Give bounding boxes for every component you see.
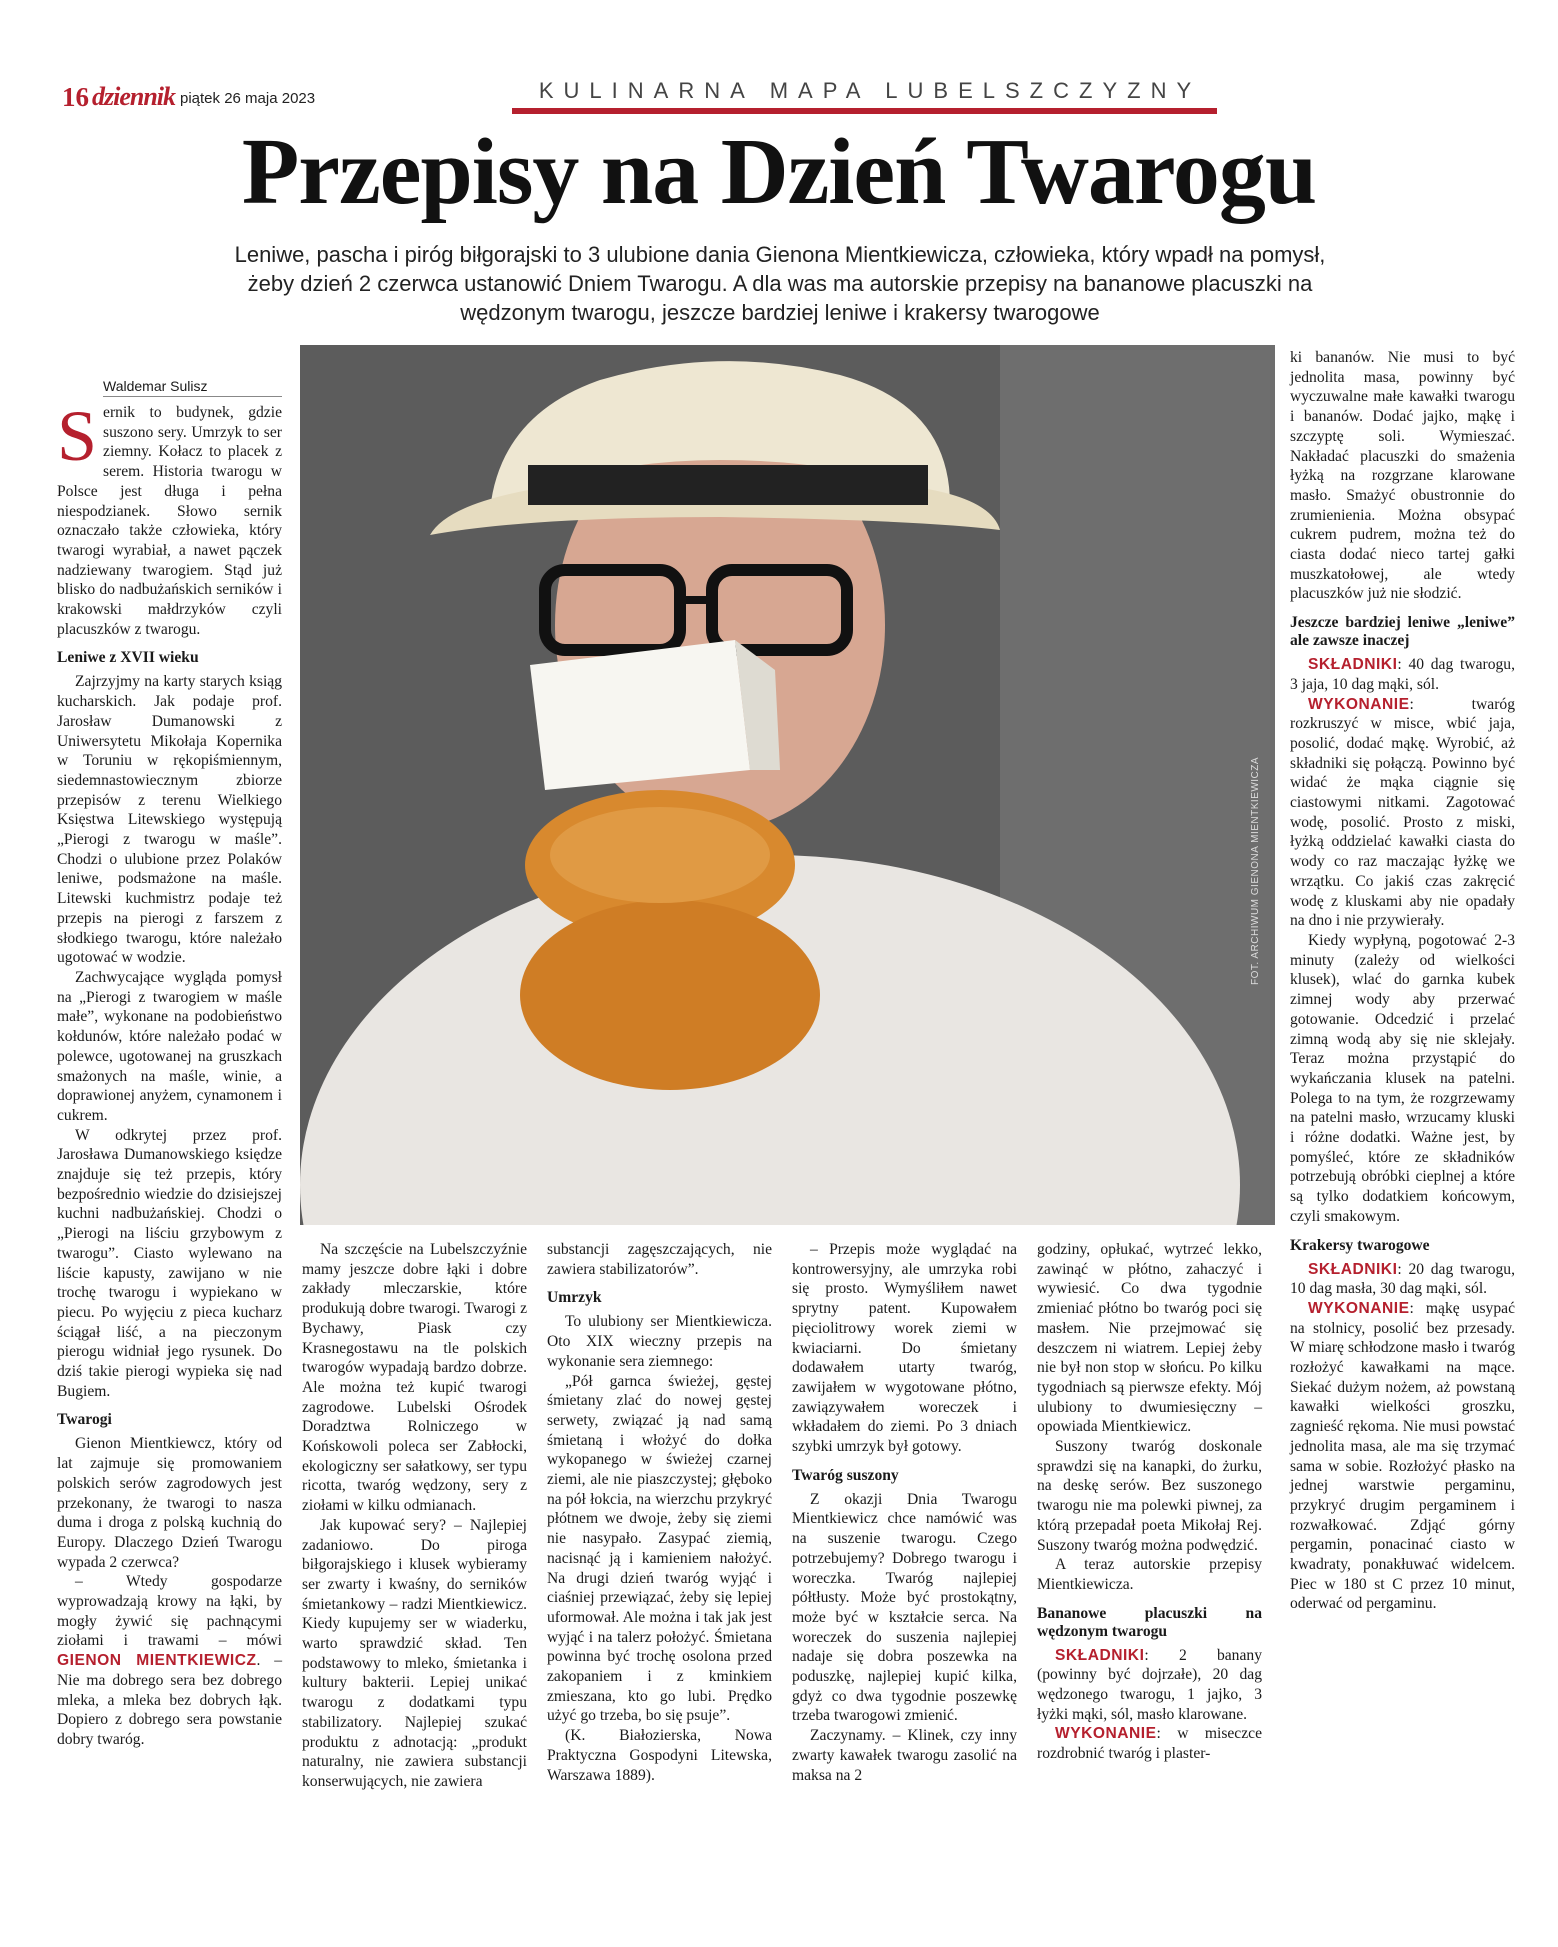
article-column-4 [792,1240,1017,1785]
drop-cap: S [57,396,98,476]
paragraph: Zaczynamy. – Klinek, czy inny zwarty kawałek twarogu zasolić na maksa na 2 [792,1727,1017,1784]
ingredients-label: SKŁADNIKI [1308,656,1398,674]
newspaper-logo: dziennik [92,82,176,111]
paragraph: (K. Białozierska, Nowa Praktyczna Gospodyni Litewska, Warszawa 1889). [547,1727,772,1784]
recipe-heading: Krakersy twarogowe [1290,1236,1430,1254]
subheading: Umrzyk [547,1289,602,1307]
quoted-person: GIENON MIENTKIEWICZ [57,1652,257,1670]
recipe-heading: Jeszcze bardziej leniwe „leniwe” ale zawsze inaczej [1290,614,1515,650]
ingredients-text: : 40 dag twarogu, 3 jaja, 10 dag mąki, sól. [1290,656,1515,693]
method-label: WYKONANIE [1308,1299,1410,1317]
article-column-2 [302,1240,527,1792]
recipe-heading: Bananowe placuszki na wędzonym twarogu [1037,1604,1262,1640]
paragraph: Z okazji Dnia Twarogu Mientkiewicz chce namówić was na suszenie twarogu. Czego potrzebujemy? Dobrego twarogu i woreczka. Twaróg najlepiej półtłusty. Może być prostokątny, może być w kształcie serca. Na woreczek do suszenia najlepiej nadaje się dobra poszewka na poduszkę, najlepiej kupić kilka, gdyż co dwa tygodnie poszewkę trzeba twarogowi zmienić. [792,1490,1017,1725]
paragraph: substancji zagęszczających, nie zawiera stabilizatorów”. [547,1241,772,1278]
paragraph: Zachwycające wygląda pomysł na „Pierogi z twarogiem w maśle małe”, wykonane na podobieństwo kołdunów, które należało podać w polewce, ugotowanej na gruszkach smażonych na maśle, winie, a doprawionej anyżem, cynamonem i cukrem. [57,968,282,1124]
paragraph: Na szczęście na Lubelszczyźnie mamy jeszcze dobre łąki i dobre zakłady mleczarskie, które produkują dobre twarogi. Twarogi z Bychawy, Piask czy Krasnegostawu na tle polskich twarogów wypadają bardzo dobrze. Ale można też kupić twarogi zagrodowe. Lubelski Ośrodek Doradztwa Rolniczego w Końskowoli poleca ser Zabłocki, ekologiczny ser sałatkowy, ser typu ricotta, twaróg wędzony, sery z ziołami w kilku odmianach. [302,1241,527,1515]
paragraph: W odkrytej przez prof. Jarosława Dumanowskiego księdze znajduje się też przepis, który bezpośrednio wiedzie do dzisiejszej kuchni nadbużańskiej. Chodzi o „Pierogi na liściu grzybowym z twarogu”. Ciasto wylewano na liście kapusty, zawijano w nie trochę twarogu i wypiekano w piecu. Po wyjęciu z pieca kucharz ściągał liść, a na pieczonym pierogu widniał jego rysunek. Do dziś takie pierogi wypieka się nad Bugiem. [57,1126,282,1400]
method-text: : w miseczce rozdrobnić twaróg i plaster- [1037,1725,1262,1763]
paragraph: godziny, opłukać, wytrzeć lekko, zawinąć w płótno, zahaczyć i wywiesić. Co dwa tygodnie zmieniać płótno bo twaróg poci się masłem. Nie przejmować się deszczem ni wiatrem. Lepiej żeby nie był non stop w słońcu. Po kilku tygodniach są pierwsze efekty. Mój ulubiony to dwumiesięczny – opowiada Mientkiewicz. [1037,1241,1262,1436]
paragraph: „Pół garnca świeżej, gęstej śmietany zlać do nowej gęstej serwety, związać ją nad samą śmietaną i włożyć do dołka wykopanego w świeżej czarnej ziemi, ale nie piaszczystej; głęboko na pół łokcia, na wierzchu przykryć płótnem we dwoje, żeby się ziemi nie nasypało. Zasypać ziemią, nacisnąć ją i kamieniem nałożyć. Na drugi dzień twaróg wyjąć i ciaśniej przewiązać, żeby się lepiej uformował. Ale można i tak jak jest wyjąć i na talerz położyć. Śmietana powinna być trochę osolona przed zakopaniem i z kminkiem zmieszana, kto go lubi. Prędko użyć go trzeba, bo się psuje”. [547,1372,772,1725]
section-rule [512,108,1217,114]
paragraph: Zajrzyjmy na karty starych ksiąg kucharskich. Jak podaje prof. Jarosław Dumanowski z Uniwersytetu Mikołaja Kopernika w Toruniu w rękopiśmiennym, siedemnastowiecznym zbiorze przepisów z terenu Wielkiego Księstwa Litewskiego występują „Pierogi z twarogu w maśle”. Chodzi o ulubione przez Polaków leniwe, podsmażone na maśle. Litewski kuchmistrz podaje też przepis na pierogi z farszem z słodkiego twarogu, które należało ugotować w wodzie. [57,673,282,967]
quote-text: . – Nie ma dobrego sera bez dobrego mleka, a mleka bez dobrych łąk. Dopiero z dobrego sera powstanie dobry twaróg. [57,1652,282,1748]
article-column-1 [57,378,282,1750]
method-label: WYKONANIE [1308,695,1410,713]
quote-text: – Wtedy gospodarze wyprowadzają krowy na łąki, by mogły żywić się pachnącymi ziołami i trawami – mówi [57,1573,282,1650]
ingredients-label: SKŁADNIKI [1308,1260,1398,1278]
article-photo [300,345,1275,1225]
article-column-6 [1290,348,1515,1614]
issue-date: piątek 26 maja 2023 [180,90,316,107]
subheading: Leniwe z XVII wieku [57,649,199,667]
author-byline: Waldemar Sulisz [103,378,282,397]
paragraph: Jak kupować sery? – Najlepiej zadaniowo. Do piroga biłgorajskiego i klusek wybieramy ser zwarty i kwaśny, do serników śmietankowy – radzi Mientkiewicz. Kiedy kupujemy ser w wiaderku, warto sprawdzić skład. Ten podstawowy to mleko, śmietanka i kultury bakterii. Lepiej unikać twarogu z dodatkami typu stabilizatory. Najlepiej szukać produktu z adnotacją: „produkt naturalny, nie zawiera substancji konserwujących, nie zawiera [302,1516,527,1790]
method-text: : mąkę usypać na stolnicy, posolić bez przesady. W miarę schłodzone masło i twaróg rozłożyć kawałkami na mące. Siekać dużym nożem, aż powstaną kawałki wielkości groszku, zagnieść rękoma. Nie musi powstać jednolita masa, ale ma się trzymać sama w sobie. Rozłożyć płasko na jednej warstwie pergaminu, przykryć drugim pergaminem i rozwałkować. Zdjąć górny pergamin, ponacinać ciasto w kwadraty, ponakłuwać widelcem. Piec w 180 st C przez 10 minut, oderwać od pergaminu. [1290,1299,1515,1613]
ingredients-label: SKŁADNIKI [1055,1646,1145,1664]
photo-credit: FOT. ARCHIWUM GIENONA MIENTKIEWICZA [1250,756,1261,985]
ingredients-text: : 20 dag twarogu, 10 dag masła, 30 dag mąki, sól. [1290,1260,1515,1298]
paragraph: Kiedy wypłyną, pogotować 2-3 minuty (zależy od wielkości klusek), wlać do garnka kubek zimnej wody aby przerwać gotowanie. Odcedzić i przelać zimną wodą aby się nie sklejały. Teraz można przystąpić do wykańczania klusek na patelni. Polega to na tym, że rozgrzewamy na patelni masło, wrzucamy kluski i różne dodatki. Ważne jest, by pomyśleć, które ze składników potrzebują obróbki cieplnej a które są tylko dodatkiem końcowym, czyli smakowym. [1290,931,1515,1225]
paragraph: Suszony twaróg doskonale sprawdzi się na kanapki, do żurku, na deskę serów. Bez suszonego twarogu nie ma polewki piwnej, za którą przepadał poeta Mikołaj Rej. Suszony twaróg można podwędzić. [1037,1438,1262,1554]
paragraph: ki bananów. Nie musi to być jednolita masa, powinny być wyczuwalne małe kawałki twarogu i bananów. Dodać jajko, mąkę i szczyptę soli. Wymieszać. Nakładać placuszki do smażenia łyżką na rozgrzane klarowane masło. Smażyć obustronnie do zrumienienia. Można obsypać cukrem pudrem, można też do ciasta dodać nieco tartej gałki muszkatołowej, ale wtedy placuszków już nie słodzić. [1290,349,1515,603]
paragraph: A teraz autorskie przepisy Mientkiewicza. [1037,1556,1262,1593]
paragraph: ernik to budynek, gdzie suszono sery. Umrzyk to ser ziemny. Kołacz to placek z serem. Historia twarogu w Polsce jest długa i pełna niespodzianek. Słowo sernik oznaczało także człowieka, który twarogi wyrabiał, a nawet pączek nadziewany twarogiem. Stąd już blisko do nadbużańskich serników i krakowski małdrzyków czyli placuszków z twarogu. [57,404,282,638]
section-title: KULINARNA MAPA LUBELSZCZYZNY [538,78,1202,103]
method-text: : twaróg rozkruszyć w misce, wbić jaja, posolić, dodać mąkę. Wyrobić, aż składniki się połączą. Powinno być widać że mąka ciągnie się ciastowymi nitkami. Zagotować wodę, posolić. Prosto z miski, łyżką oddzielać kawałki ciasta do wody co raz maczając łyżkę we wrzątku. Co jakiś czas zakręcić wodę z kluskami aby nie opadały na dno i nie przywierały. [1290,695,1515,930]
article-column-5 [1037,1240,1262,1764]
method-label: WYKONANIE [1055,1725,1157,1743]
article-column-3 [547,1240,772,1785]
page-number: 16 [62,82,89,112]
paragraph: Gienon Mientkiewcz, który od lat zajmuje się promowaniem polskich serów zagrodowych jest przekonany, że twarogi to nasza duma i droga z polską kuchnią do Europy. Dlaczego Dzień Twarogu wypada 2 czerwca? [57,1435,282,1571]
subheading: Twarogi [57,1411,112,1429]
paragraph: To ulubiony ser Mientkiewicza. Oto XIX wieczny przepis na wykonanie sera ziemnego: [547,1313,772,1370]
paragraph: – Przepis może wyglądać na kontrowersyjny, ale umrzyka robi się prosto. Wymyśliłem nawet sprytny patent. Kupowałem pięciolitrowy worek ziemi w kwiaciarni. Do śmietany dodawałem utarty twaróg, zawijałem w wygotowane płótno, zawiązywałem woreczek i wkładałem do ziemi. Po 3 dniach szybki umrzyk był gotowy. [792,1241,1017,1456]
subheading: Twaróg suszony [792,1466,899,1484]
ingredients-text: : 2 banany (powinny być dojrzałe), 20 dag wędzonego twarogu, 1 jajko, 3 łyżki mąki, sól, masło klarowane. [1037,1646,1262,1723]
article-lead: Leniwe, pascha i piróg biłgorajski to 3 ulubione dania Gienona Mientkiewicza, człowieka, który wpadł na pomysł, żeby dzień 2 czerwca ustanowić Dniem Twarogu. A dla was ma autorskie przepisy na bananowe placuszki na wędzonym twarogu, jeszcze bardziej leniwe i krakersy twarogowe [234,242,1326,325]
portrait-illustration [300,345,1275,1225]
article-title: Przepisy na Dzień Twarogu [241,120,1317,224]
